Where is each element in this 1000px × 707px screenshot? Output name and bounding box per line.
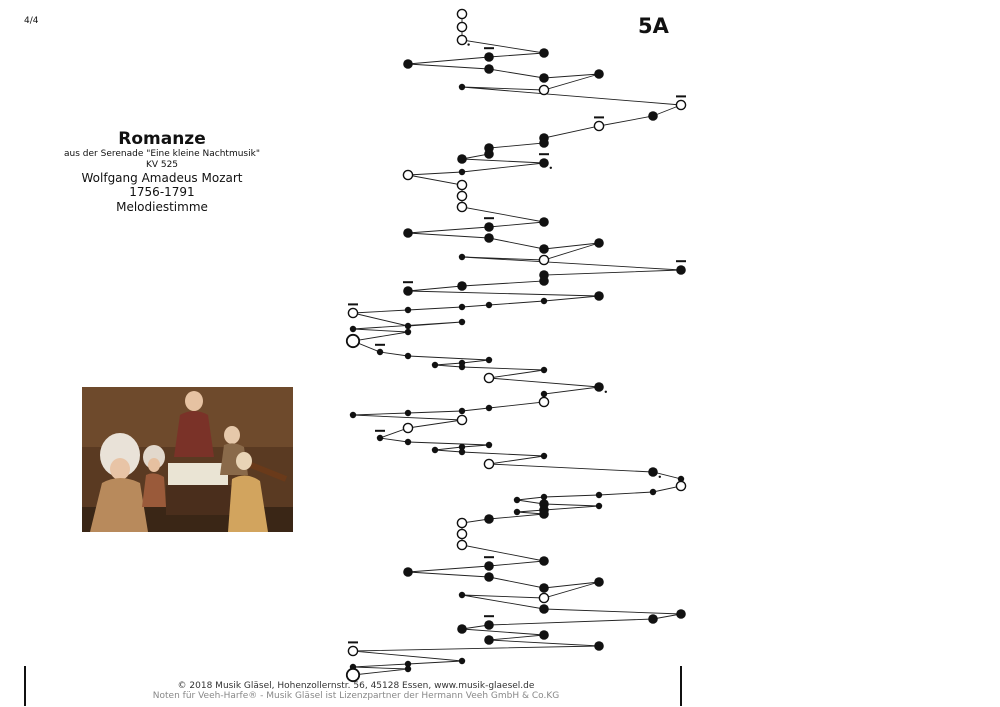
note-bar-mark [594,116,604,118]
quarter-note [432,447,438,453]
note-bar-mark [403,281,413,283]
composer-name: Wolfgang Amadeus Mozart [81,170,243,185]
part-name: Melodiestimme [116,199,208,214]
quarter-note [541,298,547,304]
half-note [347,669,359,681]
quarter-note [539,583,549,593]
quarter-note [484,635,494,645]
melody-connecting-lines [353,14,681,675]
half-note [403,170,412,179]
quarter-note [539,276,549,286]
quarter-note [459,169,465,175]
quarter-note [594,382,604,392]
note-bar-mark [348,641,358,643]
quarter-note [484,233,494,243]
half-note [348,308,357,317]
quarter-note [486,405,492,411]
half-note [347,335,359,347]
catalog-number: KV 525 [145,160,179,171]
note-bar-mark [484,556,494,558]
quarter-note [539,604,549,614]
half-note [484,373,493,382]
quarter-note [459,364,465,370]
dotted-note-mark [605,391,607,393]
melody-note-marks [348,43,686,643]
quarter-note [650,489,656,495]
half-note [594,121,603,130]
quarter-note [405,439,411,445]
quarter-note [596,492,602,498]
note-bar-mark [484,217,494,219]
half-note [676,100,685,109]
half-note [348,646,357,655]
quarter-note [457,154,467,164]
note-bar-mark [375,344,385,346]
note-bar-mark [539,153,549,155]
half-note [457,22,466,31]
half-note [539,85,548,94]
page-number: 4/4 [24,16,39,26]
quarter-note [459,254,465,260]
half-note [457,415,466,424]
quarter-note [541,453,547,459]
half-note [403,423,412,432]
quarter-note [484,514,494,524]
quarter-note [594,238,604,248]
note-bar-mark [676,260,686,262]
half-note [457,529,466,538]
quarter-note [403,59,413,69]
quarter-note [459,449,465,455]
quarter-note [596,503,602,509]
note-bar-mark [375,430,385,432]
quarter-note [539,556,549,566]
note-bar-mark [484,47,494,49]
quarter-note [539,509,549,519]
quarter-note [405,666,411,672]
quarter-note [541,391,547,397]
quarter-note [432,362,438,368]
quarter-note [539,217,549,227]
quarter-note [350,412,356,418]
quarter-note [377,435,383,441]
license-footer: Noten für Veeh-Harfe® - Musik Gläsel ist Lizenzpartner der Hermann Veeh GmbH & Co.KG [152,691,560,701]
quarter-note [539,158,549,168]
quarter-note [405,307,411,313]
half-note [457,191,466,200]
piece-title: Romanze [118,129,206,149]
quarter-note [539,138,549,148]
quarter-note [484,222,494,232]
quarter-note [594,641,604,651]
quarter-note [457,624,467,634]
quarter-note [403,286,413,296]
quarter-note [676,609,686,619]
quarter-note [459,658,465,664]
quarter-note [484,149,494,159]
dotted-note-mark [659,476,661,478]
quarter-note [648,111,658,121]
half-note [457,518,466,527]
half-note [457,180,466,189]
quarter-note [486,357,492,363]
quarter-note [539,630,549,640]
quarter-note [403,567,413,577]
half-note [457,202,466,211]
quarter-note [514,497,520,503]
quarter-note [541,367,547,373]
quarter-note [459,592,465,598]
quarter-note [459,304,465,310]
half-note [457,540,466,549]
quarter-note [484,572,494,582]
quarter-note [539,244,549,254]
quarter-note [486,302,492,308]
piece-subtitle: aus der Serenade "Eine kleine Nachtmusik" [64,149,260,160]
half-note [539,255,548,264]
quarter-note [514,509,520,515]
composer-years: 1756-1791 [129,185,195,200]
dotted-note-mark [550,167,552,169]
quarter-note [405,353,411,359]
quarter-note [459,84,465,90]
note-bar-mark [348,303,358,305]
note-bar-mark [676,95,686,97]
quarter-note [457,281,467,291]
quarter-note [484,64,494,74]
quarter-note [648,614,658,624]
quarter-note [648,467,658,477]
quarter-note [403,228,413,238]
quarter-note [486,442,492,448]
quarter-note [676,265,686,275]
half-note [457,35,466,44]
sheet-id: 5A [638,14,669,38]
melody-line [353,14,681,675]
quarter-note [405,410,411,416]
quarter-note [484,561,494,571]
quarter-note [350,326,356,332]
quarter-note [539,73,549,83]
quarter-note [459,408,465,414]
quarter-note [594,69,604,79]
half-note [539,593,548,602]
dotted-note-mark [467,43,469,45]
quarter-note [539,48,549,58]
copyright-footer: © 2018 Musik Gläsel, Hohenzollernstr. 56, 45128 Essen, www.musik-glaesel.de [177,681,535,691]
half-note [676,481,685,490]
note-bar-mark [484,615,494,617]
quarter-note [459,319,465,325]
half-note [457,9,466,18]
melody-notes [347,9,686,681]
quarter-note [594,577,604,587]
quarter-note [484,52,494,62]
quarter-note [405,323,411,329]
quarter-note [405,329,411,335]
quarter-note [594,291,604,301]
half-note [484,459,493,468]
quarter-note [377,349,383,355]
quarter-note [484,620,494,630]
half-note [539,397,548,406]
